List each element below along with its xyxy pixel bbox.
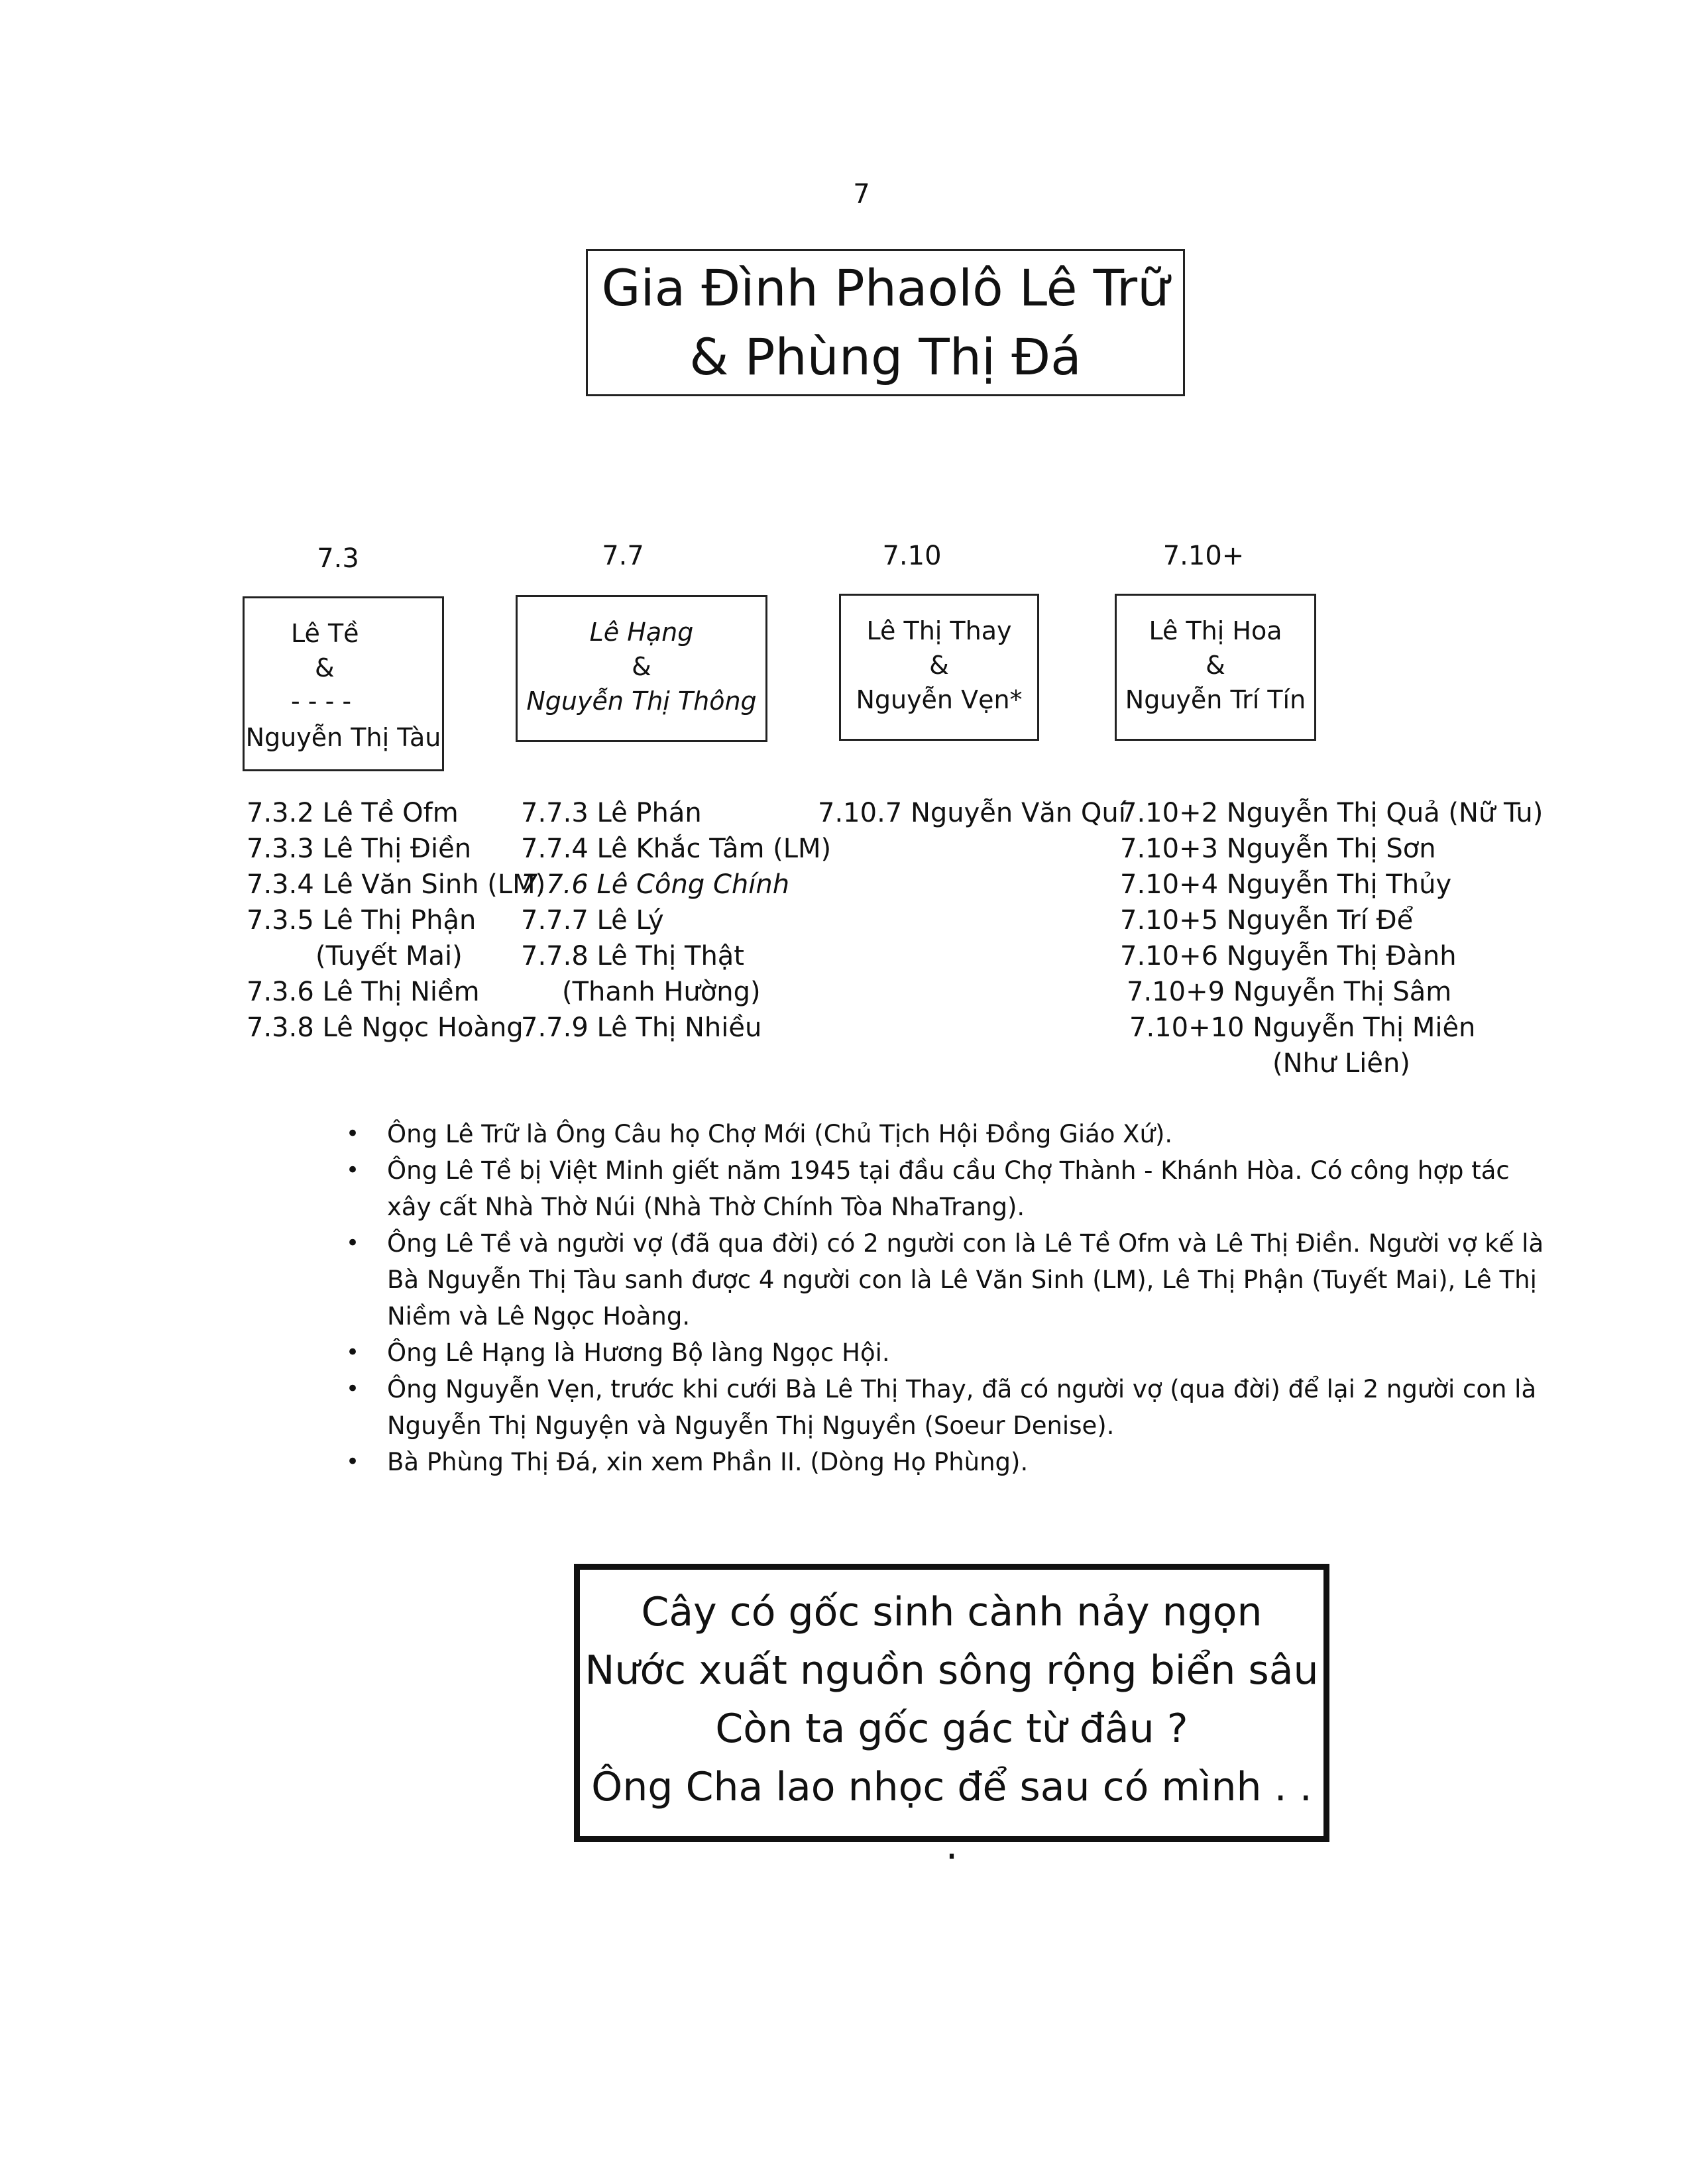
spouse-name: Nguyễn Vẹn* [856,685,1023,714]
child-entry: 7.10+3 Nguyễn Thị Sơn [1120,834,1436,864]
child-entry: 7.10+6 Nguyễn Thị Đành [1120,941,1457,971]
child-alias: (Như Liên) [1272,1048,1410,1079]
poem-line: Ông Cha lao nhọc để sau có mình . . . [591,1764,1312,1869]
child-entry: 7.10+4 Nguyễn Thị Thủy [1120,869,1452,900]
page-title-line-1: Gia Đình Phaolô Lê Trữ [601,258,1170,317]
child-entry: 7.10+2 Nguyễn Thị Quả (Nữ Tu) [1120,798,1544,828]
note-text: Ông Lê Trữ là Ông Câu họ Chợ Mới (Chủ Tịch Hội Đồng Giáo Xứ). [387,1120,1173,1148]
child-entry: 7.3.6 Lê Thị Niềm [247,977,480,1007]
child-entry: 7.3.2 Lê Tề Ofm [247,798,459,828]
ampersand: & [315,653,335,682]
bullet: • [345,1230,360,1256]
page-title-box [586,249,1185,396]
child-entry: 7.10+5 Nguyễn Trí Để [1120,905,1414,936]
bullet: • [345,1120,360,1147]
poem-line: Nước xuất nguồn sông rộng biển sâu [585,1647,1319,1694]
spouse-name: Lê Hạng [589,618,694,647]
note-text: Ông Lê Tề bị Việt Minh giết năm 1945 tại đầu cầu Chợ Thành - Khánh Hòa. Có công hợp tác xây cất Nhà Thờ Núi (Nhà Thờ Chính Tòa NhaTrang). [387,1156,1510,1221]
ampersand: & [1206,651,1225,680]
child-entry: 7.3.8 Lê Ngọc Hoàng [247,1012,524,1043]
bullet: • [345,1339,360,1366]
child-entry: 7.7.3 Lê Phán [521,798,702,828]
family-number-7-10: 7.10 [882,541,942,571]
notes-list [345,1116,1551,1480]
note-text: Ông Lê Tề và người vợ (đã qua đời) có 2 người con là Lê Tề Ofm và Lê Thị Điền. Người vợ kế là Bà Nguyễn Thị Tàu sanh được 4 người con là Lê Văn Sinh (LM), Lê Thị Phận (Tuyết Mai), Lê Thị Niềm và Lê Ngọc Hoàng. [387,1229,1544,1331]
children-list-7-3 [247,795,545,1046]
child-alias: (Tuyết Mai) [315,941,463,971]
family-number-7-10-plus: 7.10+ [1162,541,1245,571]
child-alias: (Thanh Hường) [562,977,761,1007]
page-title-line-2: & Phùng Thị Đá [689,327,1082,386]
family-number-7-3: 7.3 [317,543,359,574]
family-box-7-7 [516,595,767,742]
spouse-name: Lê Thị Hoa [1149,616,1282,645]
note-item [345,1444,1551,1480]
note-text: Ông Lê Hạng là Hương Bộ làng Ngọc Hội. [387,1338,890,1367]
child-entry: 7.7.7 Lê Lý [521,905,664,936]
child-entry-text: 7.7.6 Lê Công Chính [521,869,790,900]
family-number-7-7: 7.7 [602,541,644,571]
child-entry: 7.3.4 Lê Văn Sinh (LM) [247,869,546,900]
spouse-name: Nguyễn Thị Tàu [245,723,441,752]
child-entry: 7.7.4 Lê Khắc Tâm (LM) [521,834,832,864]
note-text: Bà Phùng Thị Đá, xin xem Phần II. (Dòng Họ Phùng). [387,1448,1029,1476]
ampersand: & [632,652,651,681]
note-item [345,1225,1551,1335]
spouse-name: Nguyễn Thị Thông [526,686,757,716]
spouse-name: Lê Thị Thay [866,616,1012,645]
children-list-7-10 [818,795,1126,831]
child-entry: 7.10+10 Nguyễn Thị Miên [1129,1012,1476,1043]
bullet: • [345,1448,360,1475]
family-box-7-10 [839,594,1039,741]
spouse-name: Nguyễn Trí Tín [1125,685,1306,714]
poem-line: Còn ta gốc gác từ đâu ? [715,1706,1188,1752]
note-item [345,1152,1551,1225]
child-entry: 7.7.8 Lê Thị Thật [521,941,744,971]
family-box-7-3 [243,596,444,771]
note-item [345,1371,1551,1444]
unknown-spouse: - - - - [291,686,352,716]
child-entry: 7.3.5 Lê Thị Phận [247,905,477,936]
bullet: • [345,1376,360,1402]
family-box-7-10-plus [1115,594,1316,741]
child-entry: 7.3.3 Lê Thị Điền [247,834,472,864]
child-entry: 7.10+9 Nguyễn Thị Sâm [1127,977,1452,1007]
children-list-7-7 [521,795,831,1046]
poem-line: Cây có gốc sinh cành nảy ngọn [641,1589,1263,1635]
note-item [345,1335,1551,1371]
page-number: 7 [853,179,870,209]
ampersand: & [929,651,949,680]
child-entry: 7.7.9 Lê Thị Nhiều [521,1012,762,1043]
note-text: Ông Nguyễn Vẹn, trước khi cưới Bà Lê Thị Thay, đã có người vợ (qua đời) để lại 2 người con là Nguyễn Thị Nguyện và Nguyễn Thị Nguyền (Soeur Denise). [387,1375,1537,1440]
spouse-name: Lê Tề [291,619,359,648]
note-item [345,1116,1551,1152]
bullet: • [345,1157,360,1183]
children-list-7-10-plus [1120,795,1543,1081]
child-entry [521,867,831,902]
child-entry: 7.10.7 Nguyễn Văn Quí [818,798,1126,828]
poem-box [574,1564,1329,1869]
